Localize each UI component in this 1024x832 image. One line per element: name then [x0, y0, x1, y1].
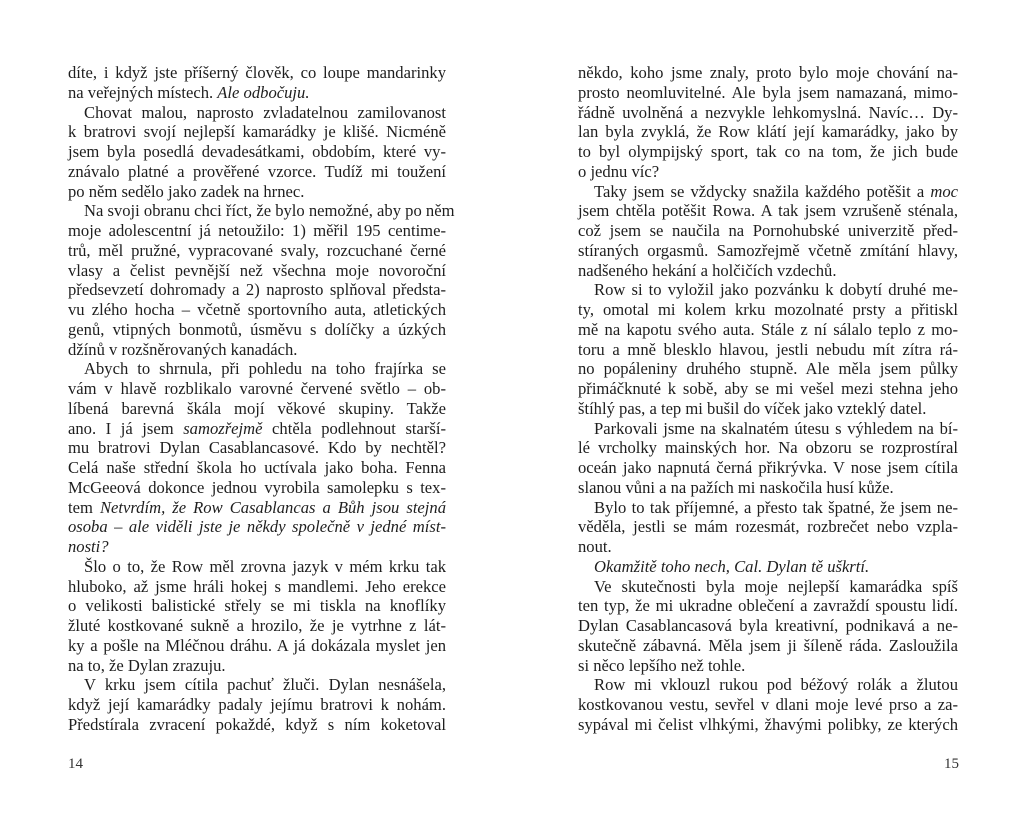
- text-line: [68, 596, 446, 616]
- text-line: [68, 103, 446, 123]
- italic-text-run: moc: [930, 181, 958, 201]
- page-number-left: 14: [68, 756, 83, 772]
- text-line: [578, 201, 958, 221]
- text-run: věděla, jestli se mám rozesmát, rozbrečet nebo vzpla-: [578, 517, 958, 537]
- text-line: [68, 695, 446, 715]
- text-run: Na svoji obranu chci říct, že bylo nemožné, aby po něm: [84, 201, 455, 221]
- text-line: [68, 300, 446, 320]
- text-line: [68, 379, 446, 399]
- text-line: [578, 142, 958, 162]
- text-run: na to, že Dylan zrazuju.: [68, 655, 226, 675]
- italic-text-run: nosti?: [68, 537, 109, 556]
- text-run: štíhlý pas, a tep mi bušil do víček jako vzteklý datel.: [578, 398, 927, 418]
- text-run: nout.: [578, 537, 612, 556]
- text-run: po něm sedělo jako zadek na hrnec.: [68, 181, 305, 201]
- text-run: k bratrovi svojí nejlepší kamarádky je klišé. Nicméně: [68, 122, 446, 142]
- text-line: [68, 83, 446, 103]
- text-line: [578, 340, 958, 360]
- text-run: McGeeová dokonce jednou vyrobila samolepku s tex-: [68, 477, 446, 497]
- text-run: což jsem se naučila na Pornohubské univerzitě před-: [578, 221, 958, 240]
- text-run: lé vrcholky mainských hor. Na obzoru se rozprostíral: [578, 438, 958, 458]
- text-run: ky a pošle na Mléčnou dráhu. A já dokázala myslet jen: [68, 635, 446, 655]
- text-line: [578, 261, 958, 281]
- text-line: [578, 83, 958, 103]
- text-line: [578, 122, 958, 142]
- text-line: [68, 280, 446, 300]
- text-run: někdo, koho jsme znaly, proto bylo moje chování na-: [578, 63, 958, 82]
- page-number-right: 15: [944, 756, 959, 772]
- text-line: [68, 162, 446, 182]
- text-line: [578, 557, 958, 577]
- text-line: [68, 122, 446, 142]
- text-line: [578, 419, 958, 439]
- text-line: [578, 359, 958, 379]
- italic-text-run: Okamžitě toho nech, Cal. Dylan tě uškrtí.: [594, 556, 870, 576]
- text-line: [68, 359, 446, 379]
- text-run: Šlo o to, že Row měl zrovna jazyk v mém krku tak: [84, 556, 446, 576]
- italic-text-run: Netvrdím, že Row Casablancas a Bůh jsou stejná: [99, 497, 446, 517]
- text-line: [68, 201, 455, 221]
- text-line: [68, 715, 446, 735]
- text-run: sypával mi čelist vlhkými, žhavými polibky, ze kterých: [578, 714, 958, 734]
- text-line: [68, 656, 446, 676]
- text-run: Abych to shrnula, při pohledu na toho frajírka se: [84, 359, 446, 379]
- text-line: [68, 498, 446, 518]
- text-run: chtěla podlehnout starší-: [262, 418, 446, 438]
- text-run: moje adolescentní já netoužilo: 1) měřil 195 centime-: [68, 221, 446, 240]
- text-line: [68, 616, 446, 636]
- text-line: [578, 320, 958, 340]
- text-line: [578, 379, 958, 399]
- text-run: ano. I já jsem: [68, 418, 184, 438]
- italic-text-run: osoba – ale viděli jste je někdy společně v jedné míst-: [68, 517, 446, 537]
- text-line: [578, 458, 958, 478]
- text-line: [68, 419, 446, 439]
- text-run: lan byla zvyklá, že Row klátí její kamarádky, jako by: [578, 122, 958, 142]
- text-run: Row si to vyložil jako pozvánku k dobytí druhé me-: [594, 280, 958, 300]
- text-run: Parkovali jsme na skalnatém útesu s výhledem na bí-: [594, 418, 958, 438]
- text-run: hluboko, až jsme hráli hokej s mandlemi. Jeho erekce: [68, 576, 446, 596]
- text-run: džínů v rozšněrovaných kanadách.: [68, 339, 298, 359]
- left-page-body: [68, 63, 455, 735]
- text-line: [68, 182, 446, 202]
- text-run: skutečně zábavná. Měla jsem ji šíleně ráda. Zasloužila: [578, 635, 958, 655]
- text-line: [578, 103, 958, 123]
- text-run: řádně uvolněná a nezvykle lehkomyslná. Navíc… Dy-: [578, 102, 958, 122]
- right-page-body: [578, 63, 958, 735]
- text-run: jsem chtěla potěšit Rowa. A tak jsem vzrušeně sténala,: [578, 201, 958, 221]
- text-line: [578, 577, 958, 597]
- text-run: Dylan Casablancasová byla kreativní, podnikavá a ne-: [578, 616, 958, 635]
- text-run: Row mi vklouzl rukou pod béžový rolák a žlutou: [594, 675, 958, 695]
- text-line: [578, 300, 958, 320]
- text-run: Chovat malou, naprosto zvladatelnou zamilovanost: [84, 102, 446, 122]
- text-line: [578, 695, 958, 715]
- text-run: mu bratrovi Dylan Casablancasové. Kdo by nechtěl?: [68, 438, 446, 458]
- text-run: Ve skutečnosti byla moje nejlepší kamarádka spíš: [594, 576, 958, 596]
- text-line: [578, 438, 958, 458]
- text-line: [578, 636, 958, 656]
- text-run: stíraných orgasmů. Samozřejmě včetně zmítání hlavy,: [578, 240, 958, 260]
- text-line: [578, 537, 958, 557]
- text-line: [68, 636, 446, 656]
- text-run: líbená barevná škála mojí věkové skupiny. Takže: [68, 398, 446, 418]
- text-line: [68, 458, 446, 478]
- text-line: [68, 320, 446, 340]
- text-run: si něco lepšího než tohle.: [578, 655, 746, 675]
- text-run: Předstírala zvracení pokaždé, když s ním koketoval: [68, 714, 446, 734]
- text-run: vu zlého hocha – včetně sportovního auta, atletických: [68, 300, 446, 319]
- text-run: na veřejných místech.: [68, 82, 218, 102]
- italic-text-run: Ale odbočuju.: [217, 82, 310, 102]
- text-run: to byl olympijský sport, tak co na tom, že jich bude: [578, 142, 958, 161]
- text-run: V krku jsem cítila pachuť žluči. Dylan nesnášela,: [84, 675, 446, 695]
- text-run: o jednu víc?: [578, 161, 660, 181]
- text-line: [68, 63, 446, 83]
- text-run: jsem byla posedlá devadesátkami, obdobím, které vy-: [68, 142, 446, 161]
- text-line: [578, 596, 958, 616]
- text-run: kostkovanou vestu, sevřel v dlani moje levé prso a za-: [578, 695, 958, 714]
- text-run: Taky jsem se vždycky snažila každého potěšit a: [594, 181, 931, 201]
- text-run: žluté kostkované sukně a hrozilo, že je vytrhne z lát-: [68, 616, 446, 635]
- text-line: [68, 478, 446, 498]
- text-run: Celá naše střední škola ho uctívala jako boha. Fenna: [68, 458, 446, 477]
- text-run: ty, omotal mi kolem krku mozolnaté prsty a přitiskl: [578, 300, 958, 319]
- text-line: [578, 675, 958, 695]
- text-run: tem: [68, 497, 100, 517]
- text-line: [578, 715, 958, 735]
- text-line: [68, 142, 446, 162]
- text-run: toru a mně blesklo hlavou, jestli nebudu mít zítra rá-: [578, 339, 958, 359]
- text-line: [68, 537, 446, 557]
- text-line: [68, 221, 446, 241]
- text-run: vlasy a čelist pevnější než všechna moje novoroční: [68, 260, 446, 280]
- text-run: slanou vůni a na pažích mi naskočila husí kůže.: [578, 477, 894, 497]
- text-run: trů, měl pružné, vypracované svaly, rozcuchané černé: [68, 240, 446, 260]
- text-run: nadšeného hekání a holčičích vzdechů.: [578, 260, 837, 280]
- text-run: vám v hlavě rozblikalo varovné červené světlo – ob-: [68, 379, 446, 398]
- text-run: když její kamarádky padaly jejímu bratrovi k nohám.: [68, 695, 446, 714]
- text-run: no popáleniny druhého stupně. Ale měla jsem půlky: [578, 359, 958, 379]
- text-line: [68, 340, 446, 360]
- text-line: [578, 280, 958, 300]
- text-run: přimáčknuté k sobě, aby se mi vešel mezi stehna jeho: [578, 379, 958, 398]
- text-run: o velikosti balistické střely se mi tiskla na knoflíky: [68, 596, 446, 616]
- text-run: znávalo platné a prověřené vzorce. Tudíž mi toužení: [68, 161, 446, 181]
- text-line: [68, 577, 446, 597]
- text-run: mě na kapotu svého auta. Stále z ní sálalo teplo z mo-: [578, 319, 958, 339]
- text-run: oceán jako napnutá černá přikrývka. V nose jsem cítila: [578, 458, 958, 477]
- text-line: [578, 616, 958, 636]
- text-run: prosto neomluvitelné. Ale byla jsem namazaná, mimo-: [578, 82, 958, 102]
- text-run: díte, i když jste příšerný člověk, co loupe mandarinky: [68, 63, 446, 82]
- text-line: [578, 517, 958, 537]
- text-line: [578, 656, 958, 676]
- text-line: [68, 241, 446, 261]
- text-run: genů, vtipných bonmotů, úsměvu s dolíčky a úzkých: [68, 319, 446, 339]
- text-line: [68, 438, 446, 458]
- italic-text-run: samozřejmě: [183, 418, 263, 438]
- text-line: [578, 221, 958, 241]
- text-line: [578, 399, 958, 419]
- text-line: [68, 557, 446, 577]
- text-run: ten typ, že mi ukradne oblečení a zavraždí spoustu lidí.: [578, 596, 958, 616]
- text-line: [68, 517, 446, 537]
- text-run: Bylo to tak příjemné, a přesto tak špatné, že jsem ne-: [594, 497, 958, 517]
- text-line: [578, 478, 958, 498]
- text-run: předsevzetí dohromady a 2) naprosto splňoval předsta-: [68, 280, 446, 300]
- text-line: [68, 261, 446, 281]
- text-line: [578, 162, 958, 182]
- text-line: [68, 399, 446, 419]
- text-line: [68, 675, 446, 695]
- text-line: [578, 241, 958, 261]
- text-line: [578, 498, 958, 518]
- text-line: [578, 63, 958, 83]
- text-line: [578, 182, 958, 202]
